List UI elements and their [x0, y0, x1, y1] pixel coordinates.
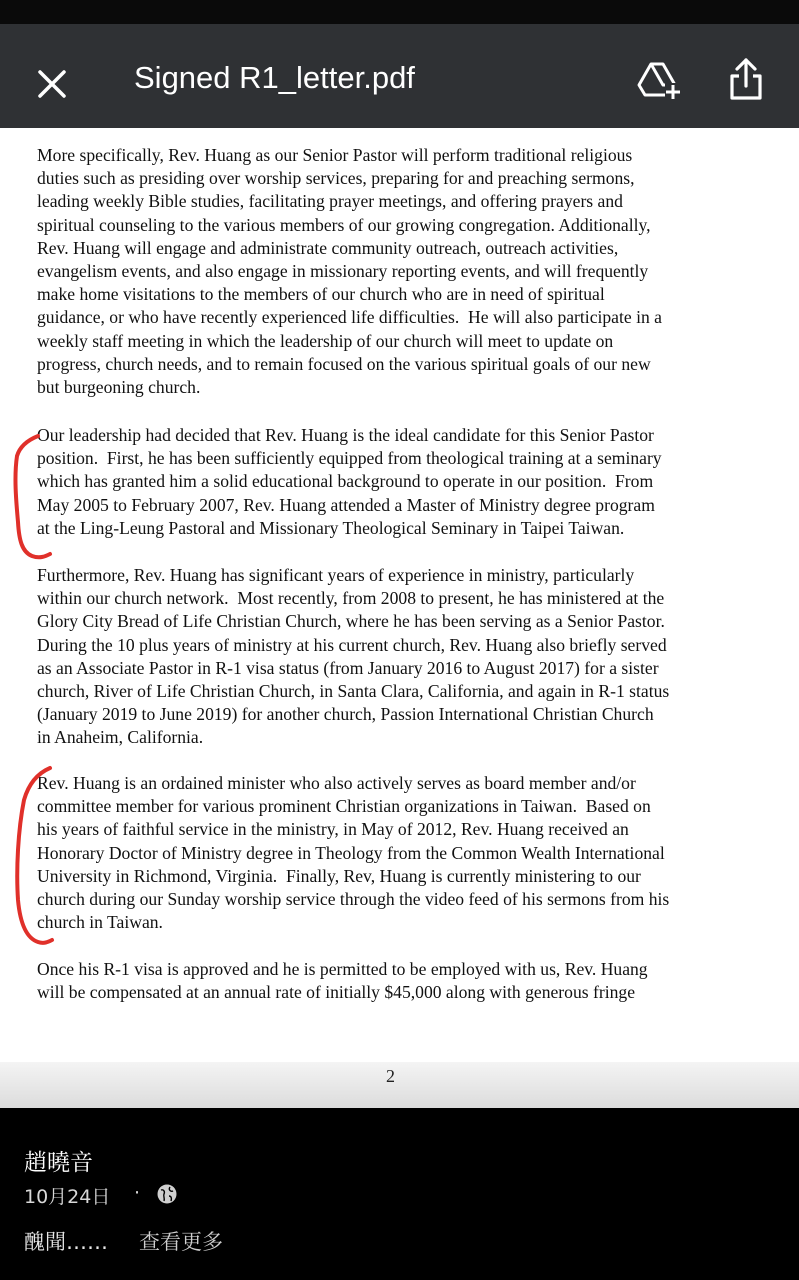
post-date[interactable]: 10月24日 — [24, 1186, 111, 1208]
close-icon — [28, 60, 76, 108]
paragraph-education: Our leadership had decided that Rev. Huang is the ideal candidate for this Senior Pastor position. First, he has been sufficiently equipped from theological training at a seminary which has granted him a solid educational background to operate in our position. From May 2005 to February 2007, Rev. Huang attended a Master of Ministry degree program at the Ling-Leung Pastoral and Missionary Theological Seminary in Taipei Taiwan. — [37, 425, 662, 538]
post-text: 醜聞…… — [24, 1230, 108, 1254]
paragraph-ordination: Rev. Huang is an ordained minister who also actively serves as board member and/or committee member for various prominent Christian organizations in Taiwan. Based on his years of faithful service in the ministry, in May of 2012, Rev. Huang received an Honorary Doctor of Ministry degree in Theology from the Common Wealth International University in Richmond, Virginia. Finally, Rev, Huang is currently ministering to our church during our Sunday worship service through the video feed of his sermons from his church in Taiwan. — [37, 773, 670, 933]
share-icon — [720, 52, 772, 108]
page-footer-shade — [0, 1062, 799, 1108]
pdf-viewer-toolbar — [0, 24, 799, 128]
paragraph-compensation: Once his R-1 visa is approved and he is permitted to be employed with us, Rev. Huang will be compensated at an annual rate of initially $45,000 along with generous fringe — [37, 959, 648, 1003]
add-to-drive-button[interactable] — [632, 54, 684, 106]
globe-icon — [156, 1183, 178, 1205]
meta-separator: · — [134, 1182, 141, 1204]
close-button[interactable] — [28, 60, 76, 108]
add-to-drive-icon — [632, 54, 684, 106]
page-number: 2 — [386, 1066, 395, 1086]
share-button[interactable] — [720, 52, 772, 108]
document-title: Signed R1_letter.pdf — [134, 60, 415, 95]
post-author[interactable]: 趙曉音 — [24, 1150, 93, 1176]
paragraph-duties: More specifically, Rev. Huang as our Senior Pastor will perform traditional religious duties such as presiding over worship services, preparing for and preaching sermons, leading weekly Bible studies, facilitating prayer meetings, and offering prayers and spiritual counseling to the various members of our growing congregation. Additionally, Rev. Huang will engage and administrate community outreach, outreach activities, evangelism events, and also engage in missionary reporting events, and will frequently make home visitations to the members of our church who are in need of spiritual guidance, or who have recently experienced life difficulties. He will also participate in a weekly staff meeting in which the leadership of our church will meet to update on progress, church needs, and to remain focused on the various spiritual goals of our new but burgeoning church. — [37, 145, 662, 398]
see-more-link[interactable]: 查看更多 — [139, 1230, 223, 1254]
paragraph-experience: Furthermore, Rev. Huang has significant years of experience in ministry, particularly within our church network. Most recently, from 2008 to present, he has ministered at the Glory City Bread of Life Christian Church, where he has been serving as a Senior Pastor. During the 10 plus years of ministry at his current church, Rev. Huang also briefly served as an Associate Pastor in R-1 visa status (from January 2016 to August 2017) for a sister church, River of Life Christian Church, in Santa Clara, California, and again in R-1 status (January 2019 to June 2019) for another church, Passion International Christian Church in Anaheim, California. — [37, 565, 670, 748]
status-bar — [0, 0, 799, 24]
